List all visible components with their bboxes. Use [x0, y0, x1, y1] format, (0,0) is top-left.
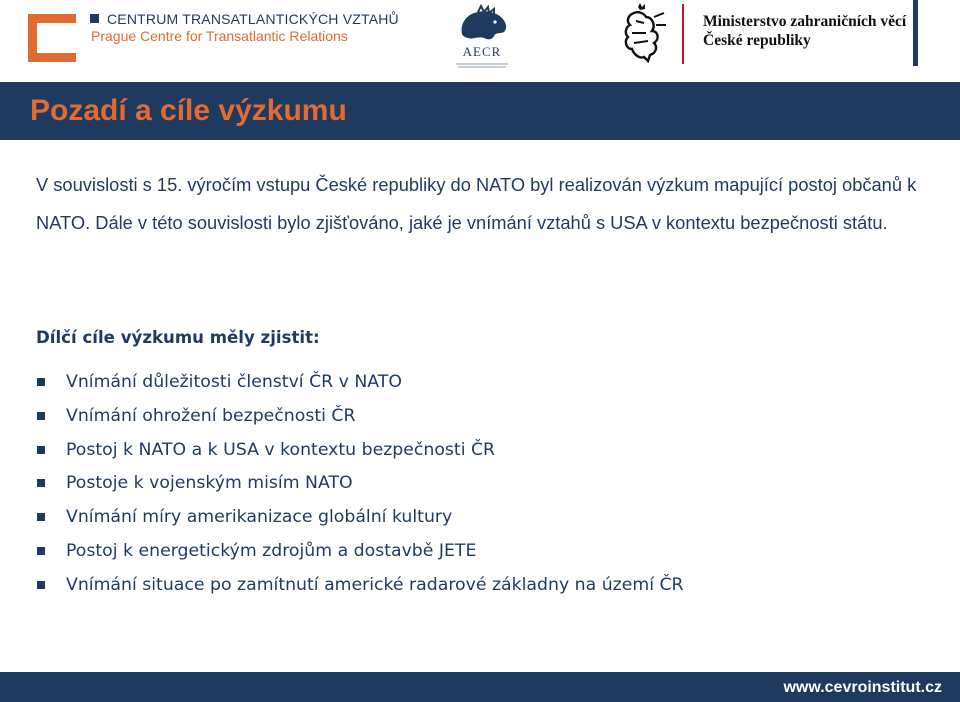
- aecr-label: AECR: [462, 44, 502, 59]
- bullet-square-icon: [37, 547, 45, 555]
- ctr-name: CENTRUM TRANSATLANTICKÝCH VZTAHŮ Prague Centre for Transatlantic Relations: [91, 11, 399, 44]
- bullet-square-icon: [37, 412, 45, 420]
- slide-title: Pozadí a cíle výzkumu: [30, 94, 347, 127]
- goal-item: Postoje k vojenským misím NATO: [36, 467, 684, 501]
- goal-item: Vnímání míry amerikanizace globální kultury: [36, 501, 684, 535]
- ministry-accent-bar: [913, 0, 918, 66]
- goals-list: [36, 366, 684, 603]
- goal-item: Postoj k NATO a k USA v kontextu bezpečnosti ČR: [36, 434, 684, 468]
- goal-item: Vnímání situace po zamítnutí americké radarové základny na území ČR: [36, 569, 684, 603]
- bullet-square-icon: [37, 479, 45, 487]
- goal-item: Vnímání důležitosti členství ČR v NATO: [36, 366, 684, 400]
- aecr-lion-logo: [448, 4, 516, 70]
- goal-item: Vnímání ohrožení bezpečnosti ČR: [36, 400, 684, 434]
- bullet-square-icon: [37, 378, 45, 386]
- ministry-name: Ministerstvo zahraničních věcí České republiky: [703, 13, 907, 49]
- ctr-logo: [28, 14, 76, 62]
- ministry-divider: [682, 4, 684, 64]
- bullet-square-icon: [37, 581, 45, 589]
- ctr-square-icon: [90, 14, 99, 23]
- bullet-square-icon: [37, 513, 45, 521]
- intro-paragraph: V souvislosti s 15. výročím vstupu České republiky do NATO byl realizován výzkum mapující postoj občanů k NATO. Dále v této souvislosti bylo zjišťováno, jaké je vnímání vztahů s USA v kontextu bezpečnosti státu.: [36, 174, 917, 233]
- goals-heading: Dílčí cíle výzkumu měly zjistit:: [36, 328, 320, 347]
- bullet-square-icon: [37, 446, 45, 454]
- czech-lion-emblem-icon: [614, 3, 670, 63]
- goal-item: Postoj k energetickým zdrojům a dostavbě JETE: [36, 535, 684, 569]
- footer-url: www.cevroinstitut.cz: [783, 679, 942, 696]
